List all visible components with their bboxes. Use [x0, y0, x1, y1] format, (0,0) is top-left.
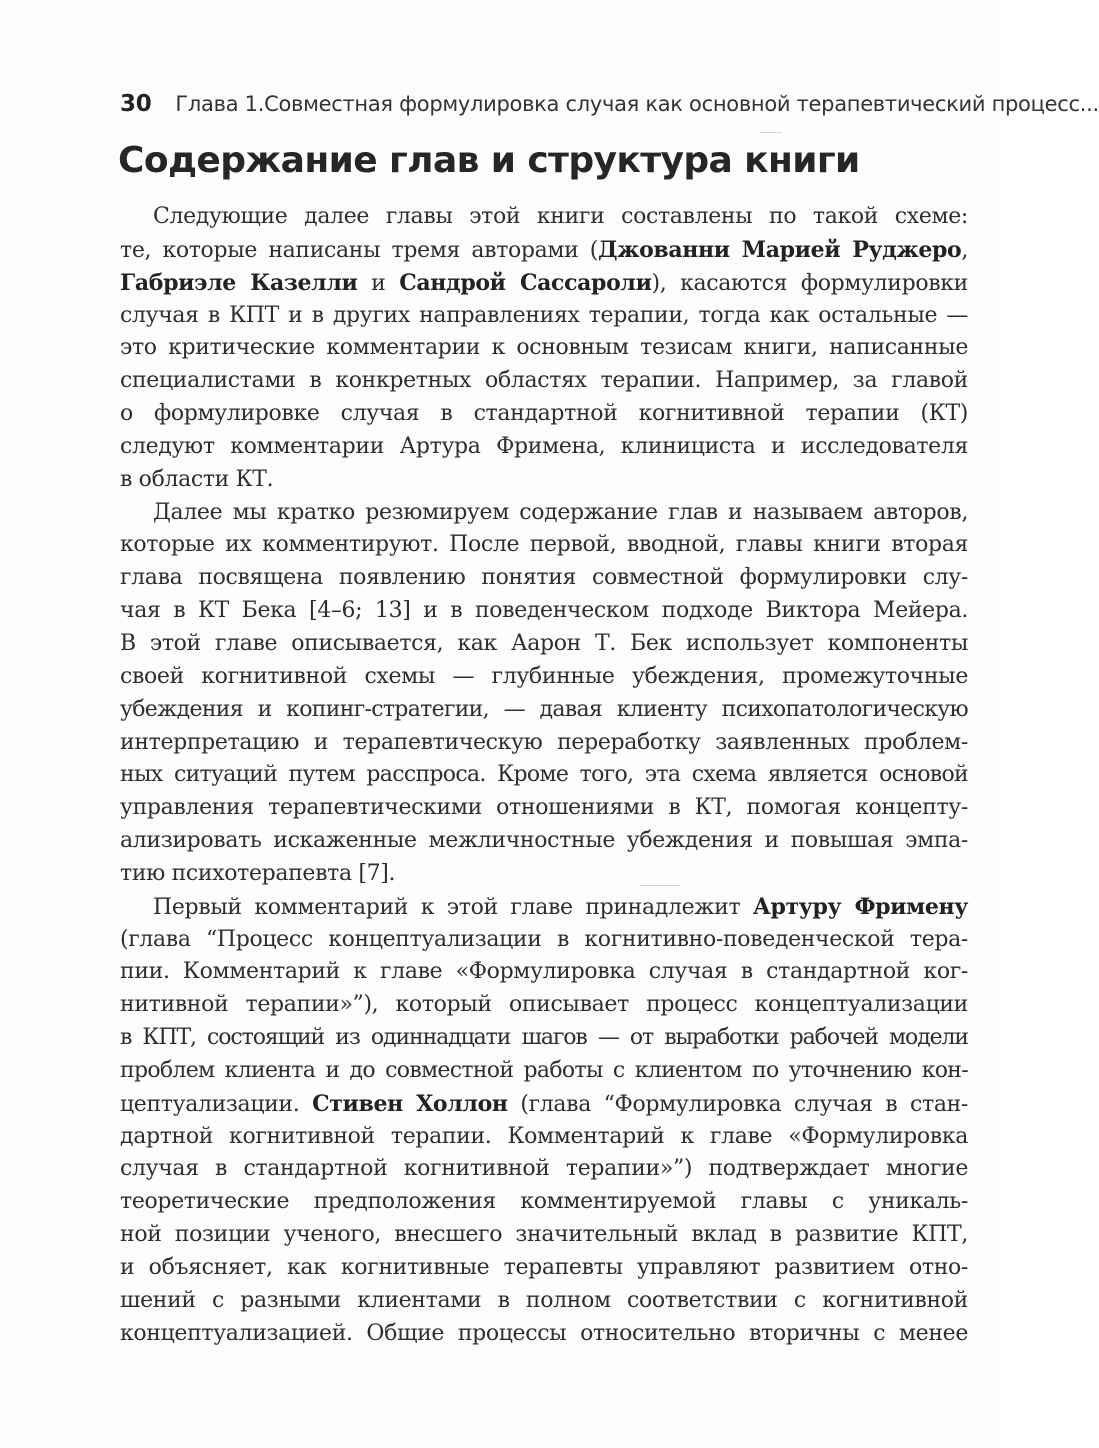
scan-mark [760, 132, 782, 133]
text-line: (глава “Процесс концептуализации в когнитивно-поведенческой тера- [120, 926, 968, 952]
section-title: Содержание глав и структура книги [118, 140, 860, 181]
author-name: Джованни Марией Руджеро [598, 236, 962, 263]
text-line: пии. Комментарий к главе «Формулировка случая в стандартной ког- [120, 959, 968, 985]
text-run: , [961, 237, 968, 263]
text-line: в области КТ. [120, 466, 274, 492]
text-line: случая в КПТ и в других направлениях терапии, тогда как остальные — [120, 302, 968, 328]
author-name: Стивен Холлон [312, 1090, 508, 1117]
text-line: ных ситуаций путем расспроса. Кроме того, эта схема является основой [120, 762, 968, 788]
scan-mark [640, 885, 680, 886]
text-run: цептуализации. [120, 1091, 313, 1117]
text-line: ализировать искаженные межличностные убеждения и повышая эмпа- [120, 828, 968, 854]
text-line: нитивной терапии»”), который описывает процесс концептуализации [120, 992, 968, 1018]
text-line: о формулировке случая в стандартной когнитивной терапии (КТ) [120, 401, 968, 427]
text-line: своей когнитивной схемы — глубинные убеждения, промежуточные [120, 663, 968, 689]
text-line: глава посвящена появлению понятия совместной формулировки слу- [120, 565, 968, 591]
author-name: Габриэле Казелли [120, 269, 358, 296]
text-run: те, которые написаны тремя авторами ( [120, 237, 599, 263]
text-line: это критические комментарии к основным тезисам книги, написанные [120, 335, 968, 361]
text-line: случая в стандартной когнитивной терапии»”) подтверждает многие [120, 1156, 968, 1182]
text-line [120, 1088, 968, 1121]
text-line: шений с разными клиентами в полном соответствии с когнитивной [120, 1287, 968, 1313]
text-line: и объясняет, как когнитивные терапевты управляют развитием отно- [120, 1255, 968, 1280]
text-line: В этой главе описывается, как Аарон Т. Бек использует компоненты [120, 630, 968, 656]
text-line [120, 267, 968, 300]
text-line [120, 234, 968, 267]
text-run: ), касаются формулировки [651, 270, 968, 296]
text-line: теоретические предположения комментируемой главы с уникаль- [120, 1189, 968, 1215]
text-line: Далее мы кратко резюмируем содержание глав и называем авторов, [153, 499, 968, 525]
text-line: Следующие далее главы этой книги составлены по такой схеме: [153, 204, 968, 229]
text-line: специалистами в конкретных областях терапии. Например, за главой [120, 368, 968, 394]
text-line: проблем клиента и до совместной работы с клиентом по уточнению кон- [120, 1057, 968, 1083]
author-name: Сандрой Сассароли [399, 269, 652, 296]
text-run: (глава “Формулировка случая в стан- [507, 1091, 969, 1117]
text-line: интерпретацию и терапевтическую переработку заявленных проблем- [120, 729, 968, 755]
running-header [120, 91, 1099, 117]
text-line: ной позиции ученого, внесшего значительный вклад в развитие КПТ, [120, 1222, 968, 1248]
text-line: дартной когнитивной терапии. Комментарий к главе «Формулировка [120, 1123, 968, 1149]
text-line: чая в КТ Бека [4–6; 13] и в поведенческом подходе Виктора Мейера. [120, 598, 968, 624]
text-line: в КПТ, состоящий из одиннадцати шагов — от выработки рабочей модели [120, 1025, 968, 1051]
text-line: следуют комментарии Артура Фримена, клинициста и исследователя [120, 433, 968, 459]
author-name: Артуру Фримену [752, 893, 968, 920]
running-title: Глава 1.Совместная формулировка случая как основной терапевтический процесс... [175, 92, 1099, 116]
body-text [120, 201, 968, 1351]
text-run: Первый комментарий к этой главе принадлежит [153, 894, 753, 920]
text-line: убеждения и копинг-стратегии, — давая клиенту психопатологическую [120, 696, 968, 722]
text-line: управления терапевтическими отношениями в КТ, помогая концепту- [120, 795, 968, 821]
text-run: и [357, 270, 400, 296]
text-line: которые их комментируют. После первой, вводной, главы книги вторая [120, 532, 968, 558]
page-number: 30 [120, 91, 152, 117]
text-line: тию психотерапевта [7]. [120, 860, 396, 886]
text-line [120, 891, 968, 924]
text-line: концептуализацией. Общие процессы относительно вторичны с менее [120, 1320, 968, 1346]
